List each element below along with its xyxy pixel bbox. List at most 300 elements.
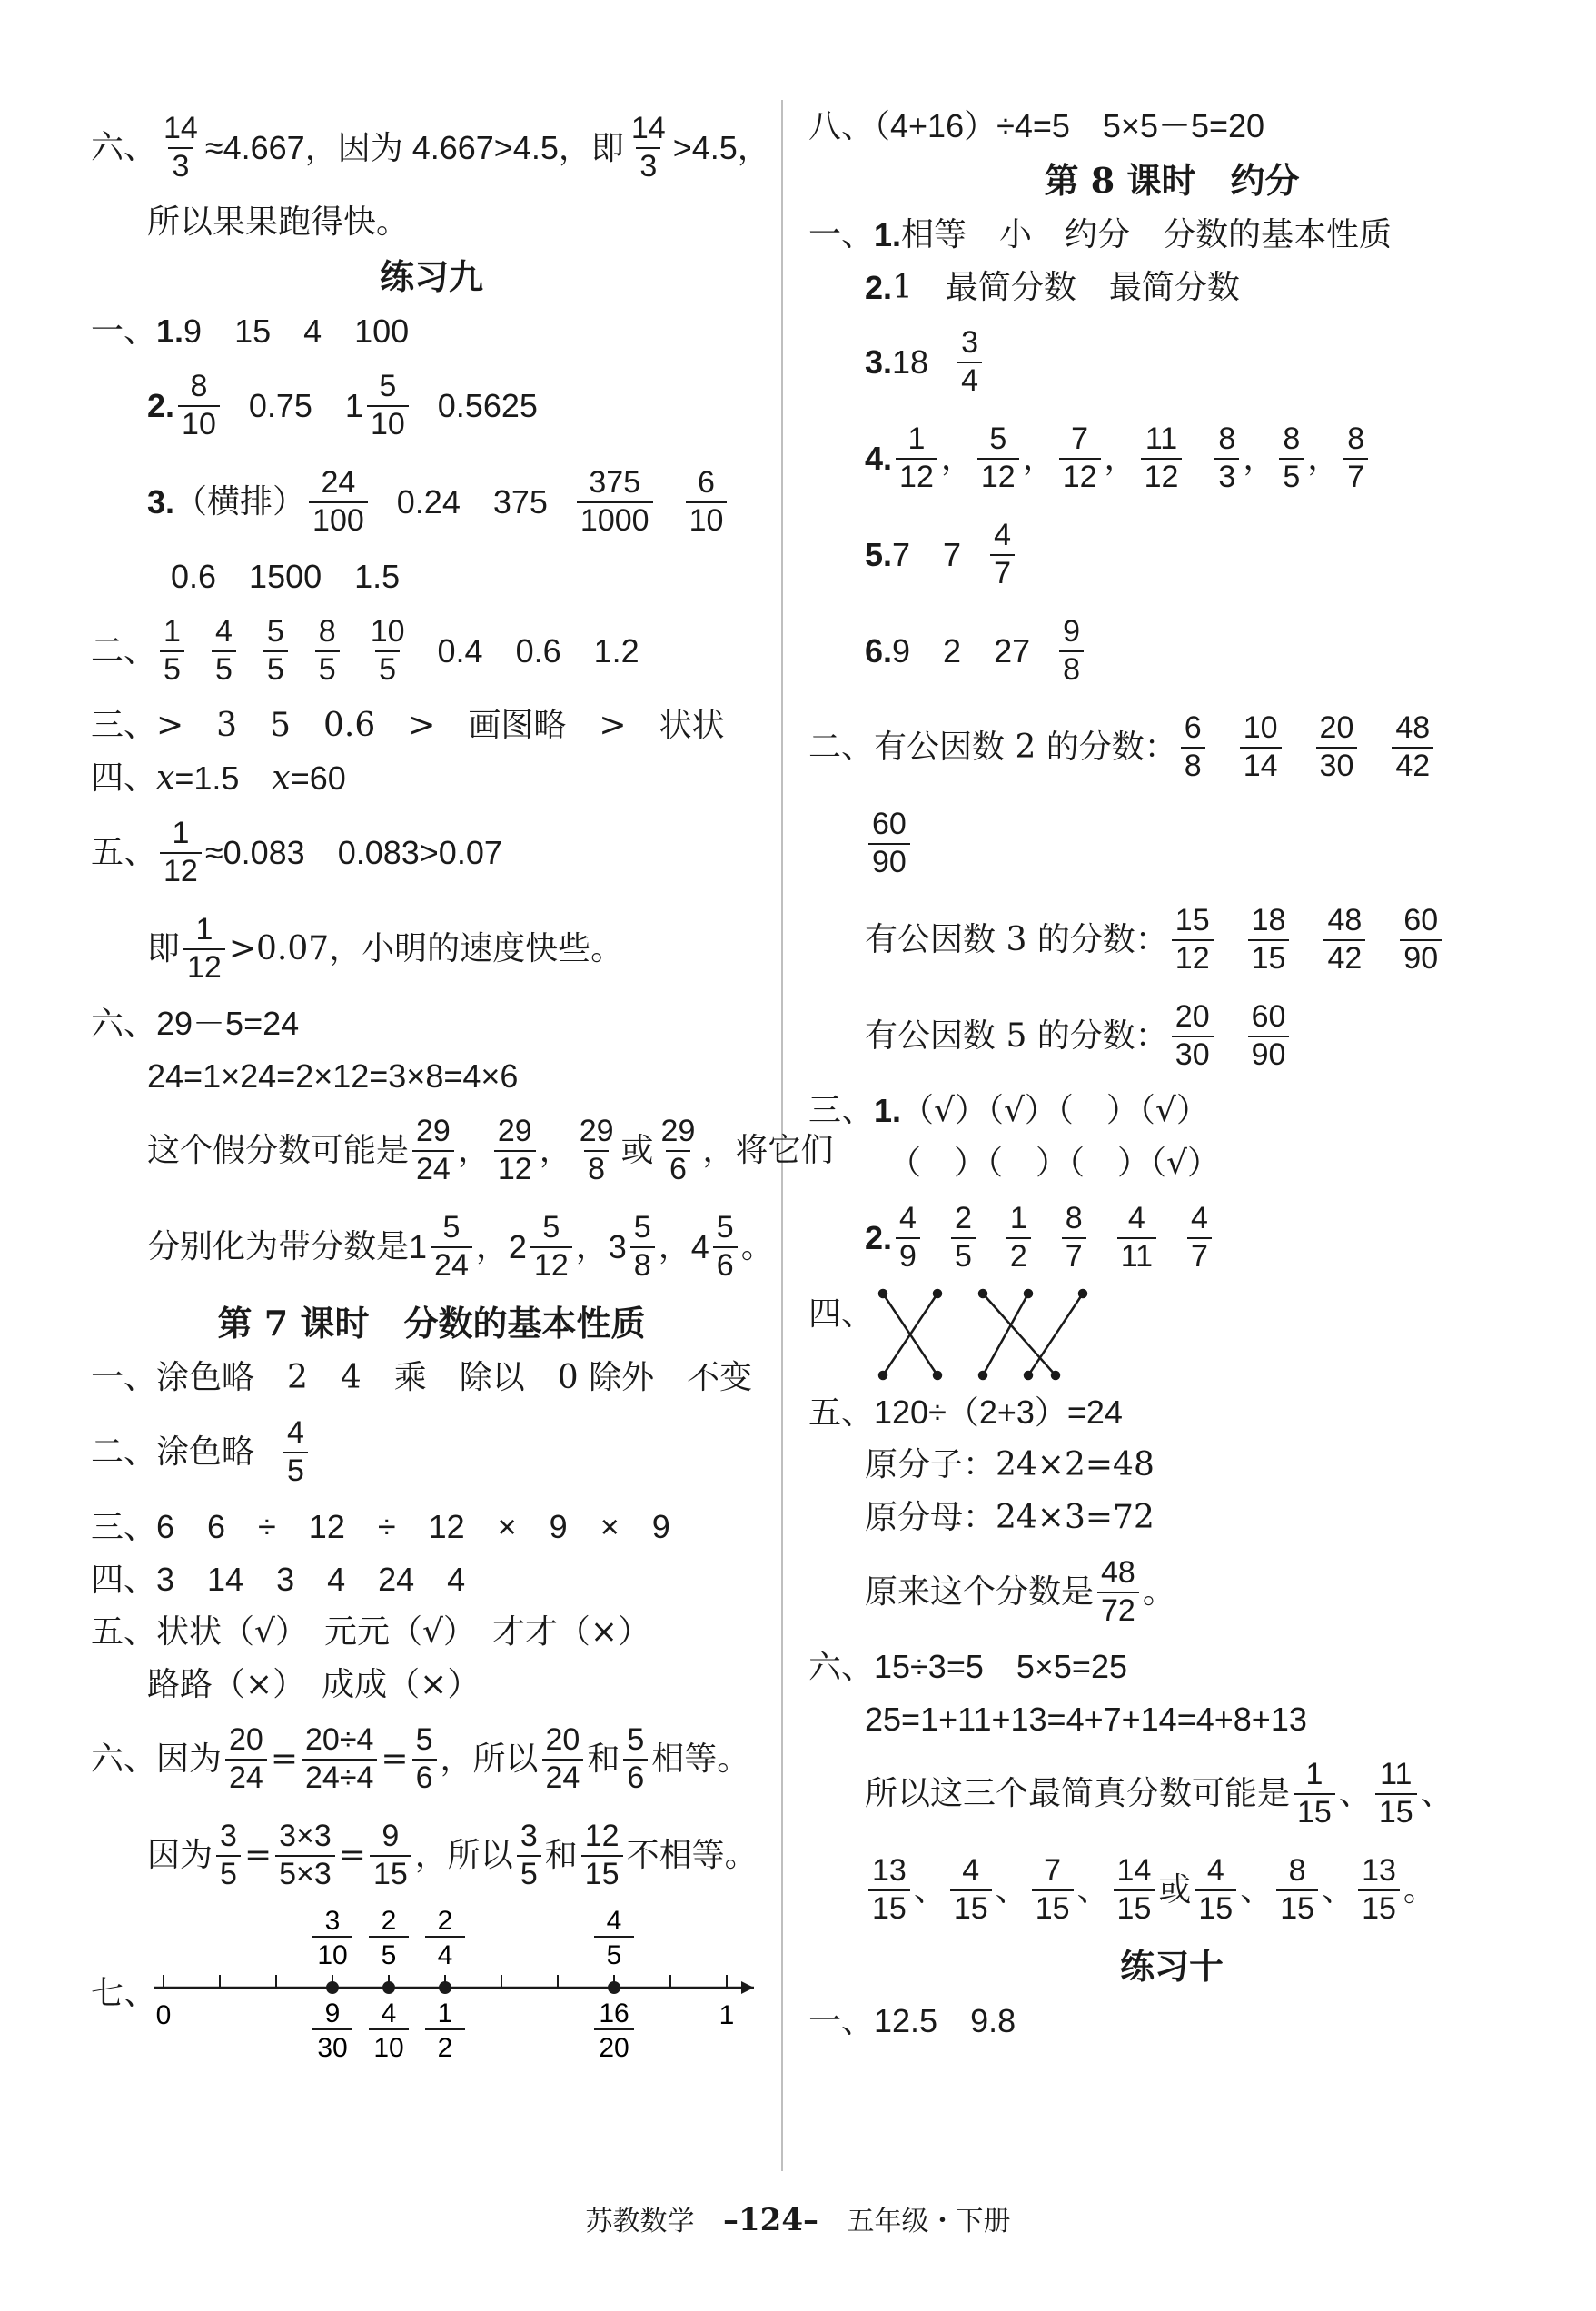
numerator: 7: [1071, 422, 1089, 457]
fraction: [1248, 905, 1290, 975]
numerator: 10: [370, 614, 405, 650]
numerator: 5: [266, 614, 284, 650]
denominator: 24: [225, 1759, 267, 1795]
denominator: 8: [1181, 747, 1205, 783]
separator: ，: [1243, 439, 1276, 477]
fraction: [1006, 1203, 1031, 1273]
fraction: [517, 1820, 541, 1890]
denominator: 12: [1141, 458, 1183, 494]
numerator: 8: [1288, 1853, 1306, 1889]
denominator: 5: [606, 1940, 622, 1970]
denominator: 20: [599, 2033, 629, 2063]
fraction: [623, 1724, 648, 1794]
denominator: 5: [216, 1855, 241, 1891]
page-number: –124–: [723, 2202, 818, 2238]
fraction: [412, 1116, 454, 1185]
answer-line: [808, 1085, 1535, 1137]
fraction: [367, 616, 409, 686]
fraction: [1117, 1203, 1156, 1273]
denominator: 15: [1248, 939, 1290, 976]
denominator: 10: [367, 405, 409, 441]
denominator: 7: [1343, 458, 1368, 494]
fraction-list: [1168, 1001, 1294, 1071]
denominator: 10: [317, 1940, 348, 1970]
answer-text: 。: [740, 1227, 774, 1265]
answer-line: [91, 1553, 772, 1606]
fraction: [630, 1212, 655, 1282]
answer-line: [808, 411, 1535, 507]
answer-text: 一、12.5 9.8: [808, 2001, 1016, 2039]
fraction: [951, 1203, 976, 1273]
mixed-number: [409, 1212, 476, 1282]
answer-line: [808, 100, 1535, 153]
fraction: [1032, 1855, 1074, 1925]
denominator: 15: [1276, 1889, 1318, 1926]
separator: 、: [1076, 1870, 1110, 1909]
denominator: 5: [1279, 458, 1304, 494]
answer-line: [808, 1439, 1535, 1492]
matching-lines: [874, 1286, 1110, 1386]
answer-text: 原分母：24×3=72: [865, 1498, 1155, 1536]
item-number: 5.: [865, 535, 893, 573]
footer-subject: 苏教数学: [585, 2206, 695, 2237]
answer-text: 三、6 6 ÷ 12 ÷ 12 × 9 × 9: [91, 1507, 670, 1545]
whole-part: 2: [508, 1227, 527, 1265]
fraction-list: [1191, 1855, 1403, 1925]
answer-line: [808, 314, 1535, 411]
denominator: 5: [315, 650, 340, 687]
denominator: 1000: [577, 501, 653, 538]
fraction: [658, 1116, 699, 1185]
fraction: [183, 914, 225, 984]
answer-line: [91, 1659, 772, 1711]
separator: ，: [475, 1227, 509, 1265]
answer-line: [91, 1103, 834, 1199]
numerator: 4: [381, 1999, 397, 2028]
numerator: 5: [442, 1210, 461, 1245]
numerator: 2: [954, 1201, 972, 1236]
answer-line: [91, 305, 772, 358]
fraction: [160, 113, 202, 183]
denominator: 7: [1062, 1237, 1086, 1274]
numerator: 4: [994, 518, 1011, 553]
answer-line: [808, 1137, 1535, 1190]
answer-text: 二、有公因数 2 的分数：: [808, 728, 1177, 766]
answer-text: 或: [1158, 1870, 1192, 1909]
fraction: [1141, 423, 1183, 493]
denominator: 15: [1195, 1889, 1236, 1926]
item-number: 1.: [156, 312, 184, 350]
fraction: [1059, 423, 1101, 493]
numerator: 11: [1380, 1757, 1413, 1792]
denominator: 12: [183, 948, 225, 985]
fraction: [1392, 712, 1433, 782]
answer-line: [808, 603, 1535, 699]
denominator: 6: [666, 1150, 690, 1186]
denominator: 4: [437, 1940, 453, 1970]
numerator: 20: [1319, 710, 1354, 746]
denominator: 12: [977, 458, 1019, 494]
numerator: 3: [324, 1906, 341, 1936]
section-title: 练习十: [1119, 1946, 1224, 1987]
numerator: 8: [318, 614, 336, 650]
fraction-list: [1177, 712, 1437, 782]
item-number: 6.: [865, 631, 893, 669]
section-label: 一、: [808, 215, 875, 253]
answer-line: [808, 699, 1535, 796]
item-number: 1.: [874, 215, 902, 253]
separator: ，: [1022, 439, 1056, 477]
answer-text: （横排）: [174, 482, 306, 521]
numerator: 6: [698, 465, 715, 501]
point-marker: [382, 1981, 395, 1994]
fraction: [1172, 905, 1214, 975]
answer-text: 五、120÷（2+3）=24: [808, 1393, 1123, 1431]
item-number: 4.: [865, 439, 893, 477]
denominator: 15: [581, 1855, 623, 1891]
numerator: 1: [172, 816, 190, 851]
denominator: 72: [1097, 1592, 1139, 1628]
answer-text: 原来这个分数是: [865, 1572, 1095, 1611]
numerator: 20÷4: [305, 1722, 374, 1758]
answer-text: ≈4.667，因为 4.667>4.5，即: [204, 128, 624, 166]
numerator: 4: [1191, 1201, 1208, 1236]
denominator: 10: [373, 2033, 404, 2063]
numerator: 60: [872, 807, 907, 842]
fraction: [577, 467, 653, 537]
denominator: 12: [530, 1246, 572, 1283]
numerator: 5: [633, 1210, 651, 1245]
separator: 、: [1338, 1774, 1372, 1812]
fraction: [530, 1212, 572, 1282]
fraction-list: [1290, 1759, 1421, 1829]
answer-text: ，将它们: [702, 1131, 834, 1169]
fraction: [431, 1212, 472, 1282]
answer-line: [91, 752, 772, 805]
answer-text: 即: [147, 929, 181, 967]
section-label: 四、: [91, 759, 157, 797]
tick-label: 1: [719, 2000, 735, 2030]
numerator: 29: [579, 1114, 614, 1149]
answer-line: [91, 1606, 772, 1659]
answer-text: 三、> 3 5 0.6 > 画图略 > 状状: [91, 706, 725, 744]
number-line: [136, 1904, 772, 2077]
denominator: 6: [623, 1759, 648, 1795]
answer-line: [91, 1352, 772, 1404]
numerator: 8: [1218, 422, 1236, 457]
fraction: [868, 1855, 910, 1925]
answer-line: [91, 454, 772, 550]
fraction: [581, 1820, 623, 1890]
answer-line: [808, 1693, 1535, 1746]
answer-text: 不相等。: [626, 1836, 758, 1874]
denominator: 15: [950, 1889, 992, 1926]
mixed-number-list: [409, 1212, 741, 1282]
section-title: 练习九: [379, 256, 483, 297]
numerator: 5: [989, 422, 1007, 457]
section-label: 三、: [808, 1091, 875, 1129]
numerator: 3: [220, 1819, 237, 1854]
separator: ，: [539, 1131, 572, 1169]
numerator: 18: [1251, 903, 1286, 938]
answer-text: 。: [1142, 1572, 1175, 1611]
fraction: [713, 1212, 738, 1282]
answer-line: [808, 1641, 1535, 1693]
separator: ，: [457, 1131, 491, 1169]
answer-line: [808, 1386, 1535, 1439]
numerator: 29: [497, 1114, 532, 1149]
fraction: [990, 520, 1015, 590]
answer-text: 二、涂色略: [91, 1433, 255, 1471]
answer-line: [808, 988, 1535, 1085]
fraction: [275, 1820, 335, 1890]
whole-part: 4: [690, 1227, 709, 1265]
denominator: 7: [990, 554, 1015, 590]
fraction: [1248, 1001, 1290, 1071]
answer-text: 18: [892, 342, 929, 381]
answer-text: 1 最简分数 最简分数: [892, 268, 1240, 306]
denominator: 30: [1172, 1036, 1214, 1072]
numerator: 8: [1283, 422, 1301, 457]
item-number: 1.: [874, 1091, 902, 1129]
numerator: 14: [630, 111, 666, 146]
fraction: [950, 1855, 992, 1925]
fraction: [1294, 1759, 1335, 1829]
numerator: 4: [962, 1853, 980, 1889]
denominator: 6: [713, 1246, 738, 1283]
denominator: 4: [957, 362, 982, 398]
numerator: 5: [542, 1210, 560, 1245]
answer-text: 一、涂色略 2 4 乘 除以 0 除外 不变: [91, 1358, 753, 1396]
denominator: 14: [1240, 747, 1282, 783]
denominator: 15: [868, 1889, 910, 1926]
numerator: 20: [1175, 999, 1210, 1035]
numerator: 4: [899, 1201, 917, 1236]
numerator: 60: [1403, 903, 1439, 938]
separator: ，: [1307, 439, 1341, 477]
numerator: 8: [1347, 422, 1365, 457]
numerator: 9: [324, 1999, 341, 2028]
fraction: [896, 1203, 920, 1273]
answer-text: 这个假分数可能是: [147, 1131, 410, 1169]
answer-text: >4.5，: [672, 128, 770, 166]
page-number-value: 124: [739, 2202, 803, 2238]
numerator: 4: [1127, 1201, 1145, 1236]
denominator: 3: [1214, 458, 1239, 494]
denominator: 3: [168, 147, 193, 183]
right-column: [808, 100, 1535, 2048]
answer-text: 八、（4+16）÷4=5 5×5－5=20: [808, 106, 1265, 144]
numerator: 48: [1101, 1555, 1135, 1591]
fraction: [412, 1724, 437, 1794]
numerator: 29: [660, 1114, 696, 1149]
answer-text: >0.07，小明的速度快些。: [228, 929, 624, 967]
answer-text: （√）（√）（ ）（√）: [901, 1091, 1209, 1129]
fraction: [283, 1417, 308, 1487]
mixed-number: [509, 1212, 576, 1282]
numerator: 8: [190, 369, 208, 404]
fraction: [494, 1116, 536, 1185]
fraction-list: [892, 1203, 1215, 1273]
denominator: 15: [1032, 1889, 1074, 1926]
answer-text: 路路（×） 成成（×）: [147, 1665, 481, 1703]
denominator: 5: [517, 1855, 541, 1891]
fraction: [896, 423, 937, 493]
denominator: 5: [263, 650, 288, 687]
answer-text: ，所以: [414, 1836, 513, 1874]
answer-text: 0.75 1: [248, 386, 363, 424]
numerator: 9: [1063, 614, 1081, 650]
answer-text: ≈0.083 0.083>0.07: [204, 833, 502, 871]
denominator: 10: [686, 501, 728, 538]
fraction: [1343, 423, 1368, 493]
matching-question: [808, 1286, 1535, 1386]
whole-part: 1: [409, 1227, 428, 1265]
denominator: 90: [1248, 1036, 1290, 1072]
answer-text: 所以果果跑得快。: [147, 203, 410, 241]
answer-text: 六、15÷3=5 5×5=25: [808, 1647, 1128, 1685]
answer-text: 7 7: [892, 535, 962, 573]
answer-line: [808, 892, 1535, 988]
denominator: 12: [1059, 458, 1101, 494]
denominator: 5: [283, 1452, 308, 1488]
numerator: 3: [961, 325, 978, 361]
denominator: 5: [212, 650, 236, 687]
footer-grade: 五年级・下册: [847, 2206, 1011, 2237]
numerator: 48: [1327, 903, 1363, 938]
denominator: 8: [630, 1246, 655, 1283]
denominator: 100: [309, 501, 368, 538]
numerator: 60: [1251, 999, 1286, 1035]
answer-line: [91, 1501, 772, 1553]
answer-line: [91, 805, 772, 901]
numerator: 14: [1116, 1853, 1152, 1889]
item-number: 2.: [147, 386, 175, 424]
answer-line: [808, 262, 1535, 314]
denominator: 5: [381, 1940, 397, 1970]
answer-text: 0.24 375: [396, 482, 548, 521]
denominator: 15: [1375, 1793, 1417, 1830]
fraction: [1097, 1557, 1139, 1627]
answer-text: 0.5625: [437, 386, 538, 424]
denominator: 3: [636, 147, 660, 183]
section-title: 第 8 课时 约分: [1044, 160, 1300, 201]
answer-line: [808, 1544, 1535, 1641]
fraction: [1181, 712, 1205, 782]
fraction: [1195, 1855, 1236, 1925]
answer-text: 分别化为带分数是: [147, 1227, 410, 1265]
fraction: [542, 1724, 584, 1794]
denominator: 2: [1006, 1237, 1031, 1274]
answer-text: 六、29－5=24: [91, 1004, 300, 1042]
answer-line: [91, 1050, 772, 1103]
denominator: 9: [896, 1237, 920, 1274]
denominator: 30: [317, 2033, 348, 2063]
fraction: [309, 467, 368, 537]
answer-line: [91, 196, 772, 249]
numerator: 1: [164, 614, 181, 650]
section-title: 第 7 课时 分数的基本性质: [217, 1303, 646, 1344]
separator: ，: [1104, 439, 1137, 477]
answer-text: 或: [620, 1131, 654, 1169]
numerator: 5: [379, 369, 397, 404]
left-column: [91, 100, 834, 2077]
numerator: 1: [437, 1999, 453, 2028]
fraction: [315, 616, 340, 686]
answer-line: [91, 550, 772, 603]
section-label: 五、: [91, 833, 157, 871]
numerator: 29: [416, 1114, 451, 1149]
answer-line: [808, 1842, 1535, 1939]
denominator: 30: [1316, 747, 1358, 783]
numerator: 10: [1243, 710, 1278, 746]
fraction: [263, 616, 288, 686]
denominator: 42: [1392, 747, 1433, 783]
denominator: 12: [1172, 939, 1214, 976]
numerator: 15: [1175, 903, 1210, 938]
variable: x: [156, 759, 175, 797]
fraction: [1172, 1001, 1214, 1071]
denominator: 12: [160, 852, 202, 888]
point-marker: [326, 1981, 339, 1994]
answer-line: [91, 358, 772, 454]
separator: 、: [913, 1870, 947, 1909]
answer-text: ，所以: [440, 1740, 539, 1778]
answer-line: 六、因为 $\frac{20}{24}$ = $\frac{20\div 4}{24\div 4}$ = $\frac{5}{6}$ ，所以 $\frac{20}{24}$ 和 $\frac{5}{6}$ 相等。: [91, 1722, 750, 1795]
answer-text: =60: [290, 759, 346, 797]
answer-line: [91, 100, 772, 196]
numerator: 24: [321, 465, 356, 501]
denominator: 7: [1187, 1237, 1212, 1274]
denominator: 6: [412, 1759, 437, 1795]
fraction: [1323, 905, 1365, 975]
denominator: 10: [178, 405, 220, 441]
numerator: 9: [382, 1819, 400, 1854]
denominator: 24: [431, 1246, 472, 1283]
answer-text: （ ）（ ）（ ）（√）: [888, 1144, 1220, 1182]
separator: ，: [575, 1227, 609, 1265]
fraction: [1375, 1759, 1417, 1829]
fraction: [160, 616, 184, 686]
fraction: [1240, 712, 1282, 782]
answer-line: 因为 $\frac{3}{5}$ = $\frac{3\times 3}{5\times 3}$ = $\frac{9}{15}$ ，所以 $\frac{3}{5}$ 和 $\frac{12}{15}$ 不相等。: [147, 1819, 758, 1891]
answer-text: 有公因数 3 的分数：: [865, 920, 1168, 958]
fraction: [216, 1820, 241, 1890]
fraction: [957, 327, 982, 397]
denominator: 2: [437, 2033, 453, 2063]
numerator: 14: [164, 111, 198, 146]
number-line-question: [91, 1904, 772, 2077]
fraction: [1276, 1855, 1318, 1925]
item-number: 3.: [147, 482, 175, 521]
numerator: 5: [716, 1210, 734, 1245]
fraction: [160, 818, 202, 888]
item-number: 2.: [865, 268, 893, 306]
fraction: [1358, 1855, 1400, 1925]
denominator: 12: [896, 458, 937, 494]
section-label: 四、: [808, 1295, 875, 1333]
numerator: 3×3: [279, 1819, 332, 1854]
fraction: [628, 113, 669, 183]
fraction-list: [156, 616, 412, 686]
numerator: 4: [214, 614, 233, 650]
numerator: 7: [1044, 1853, 1062, 1889]
denominator: 15: [1294, 1793, 1335, 1830]
denominator: 5: [951, 1237, 976, 1274]
denominator: 90: [1400, 939, 1442, 976]
fraction: [1062, 1203, 1086, 1273]
fraction: [1400, 905, 1442, 975]
